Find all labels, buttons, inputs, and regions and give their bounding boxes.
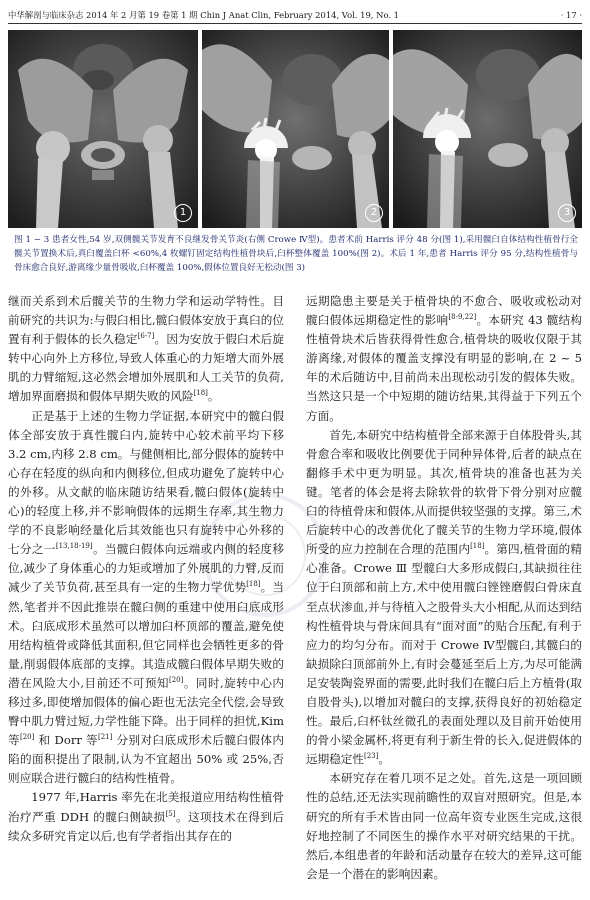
figure-caption [14, 233, 578, 289]
figure-panel [8, 30, 582, 228]
left-text-column [8, 292, 284, 896]
journal-citation: 中华解剖与临床杂志 2014 年 2 月第 19 卷第 1 期 Chin J Anat Clin, February 2014, Vol. 19, No. 1 [8, 10, 399, 20]
xray-image-1 [8, 30, 198, 228]
right-text-column [306, 292, 582, 896]
xray-image-3 [393, 30, 582, 228]
page-number: · 17 · [560, 10, 582, 20]
paragraph: 首先,本研究中结构植骨全部来源于自体股骨头,其骨愈合率和吸收比例要优于同种异体骨,后者的缺点在翻修手术中更为明显。其次,植骨块的准备也甚为关键。笔者的体会是将去除软骨的软骨下骨分别对应髋臼的待植骨床和假体,从而提供较坚强的支撑。第三,术后旋转中心的改善优化了髋关节的生物力学环境,假体所受的应力控制在合理的范围内[18]。第四,植骨面的精心准备。Crowe Ⅲ 型髋臼大多形成假臼,其缺损往往位于臼顶部和前上方,术中使用髋臼锉锉磨假臼骨床直至点状渗血,并与待植入之股骨头大小相配,从而达到结构性植骨块与骨床间具有“面对面”的贴合压配,有利于应力的均匀分布。而对于 Crowe Ⅳ型髋臼,其髋臼的缺损除臼顶部前外上,有时会蔓延至后上方,为尽可能满足安装陶瓷界面的需要,此时我们在髋臼后上方植骨(取自股骨头),以增加对髋臼的支撑,获得良好的初始稳定性。最后,臼杯钛丝微孔的表面处理以及目前开始使用的骨小梁金属杯,将更有利于新生骨的长入,促进假体的远期稳定性[23]。 [306, 427, 582, 767]
paragraph: 本研究存在着几项不足之处。首先,这是一项回顾性的总结,还无法实现前瞻性的双盲对照研究。但是,本研究的所有手术皆由同一位高年资专业医生完成,这很好地控制了不同医生的操作水平对研究结果的干扰。然后,本组患者的年龄和活动量存在较大的差异,这可能会是一个潜在的影响因素。 [306, 771, 582, 881]
paragraph: 1977 年,Harris 率先在北美报道应用结构性植骨治疗严重 DDH 的髋臼侧缺损[5]。这项技术在得到后续众多研究肯定以后,也有学者指出其存在的 [8, 790, 284, 843]
paragraph: 远期隐患主要是关于植骨块的不愈合、吸收或松动对髋臼假体远期稳定性的影响[8-9,22]。本研究 43 髋结构性植骨块术后皆获得骨性愈合,植骨块的吸收仅限于其游离缘,对假体的覆盖支撑没有明显的影响,在 2 ~ 5 年的术后随访中,目前尚未出现松动引发的假体失败。当然这只是一个中短期的随访结果,其得益于下列五个方面。 [306, 294, 582, 423]
xray-image-2 [202, 30, 389, 228]
xray-figure-3 [393, 30, 582, 228]
figure-number-badge: 2 [365, 204, 383, 222]
figure-number-badge: 1 [174, 204, 192, 222]
xray-figure-2 [202, 30, 389, 228]
header-rule [8, 23, 582, 24]
paragraph: 正是基于上述的生物力学证据,本研究中的髋臼假体全部安放于真性髋臼内,旋转中心较术前平均下移 3.2 cm,内移 2.8 cm。与健侧相比,部分假体的旋转中心存在轻度的纵向和内侧移位,但成功避免了旋转中心的外移。从文献的临床随访结果看,髋臼假体(旋转中心)的轻度上移,并不影响假体的远期生存率,其生物力学的不良影响经量化后其效能也只有旋转中心外移的七分之一[13,18-19]。当髋臼假体向远端或内侧的轻度移位,减少了身体重心的力矩或增加了外展肌的力臂,反而减少了关节负荷,甚至具有一定的生物力学优势[18]。当然,笔者并不因此推崇在髋臼侧的重建中使用臼底成形术。臼底成形术虽然可以增加臼杯顶部的覆盖,避免使用结构植骨或降低其面积,但它同样也会牺牲更多的骨量,削弱假体底部的支撑。其造成髋臼假体早期失败的潜在风险大小,目前还不可预知[20]。同时,旋转中心内移过多,即使增加假体的偏心距也无法完全代偿,会导致臀中肌力臂过短,力学性能下降。出于同样的担忧,Kim 等[20] 和 Dorr 等[21] 分别对臼底成形术后髋臼假体内陷的面积提出了限制,认为不宜超出 50% 或 25%,否则应联合进行髋臼的结构性植骨。 [8, 408, 284, 786]
xray-figure-1 [8, 30, 198, 228]
figure-number-badge: 3 [558, 204, 576, 222]
running-header [8, 8, 582, 22]
caption-text: 图 1 ~ 3 患者女性,54 岁,双侧髋关节发育不良继发骨关节炎(右侧 Crowe Ⅳ型)。患者术前 Harris 评分 48 分(图 1),采用髋臼自体结构性植骨行全髋关节置换术后,真臼覆盖臼杯 <60%,4 枚螺钉固定结构性植骨块后,臼杯整体覆盖 100%(图 2)。术后 1 年,患者 Harris 评分 95 分,结构性植骨与骨床愈合良好,游离缘少量骨吸收,臼杯覆盖 100%,假体位置良好无松动(图 3) [14, 235, 578, 273]
paragraph: 继而关系到术后髋关节的生物力学和运动学特性。目前研究的共识为:与假臼相比,髋臼假体安放于真臼的位置有利于假体的长久稳定[6-7]。因为安放于假臼术后旋转中心向外上方移位,导致人体重心的力矩增大而外展肌的力臂缩短,这必然会增加外展肌和人工关节的负荷,增加界面磨损和假体早期失败的风险[18]。 [8, 294, 284, 404]
